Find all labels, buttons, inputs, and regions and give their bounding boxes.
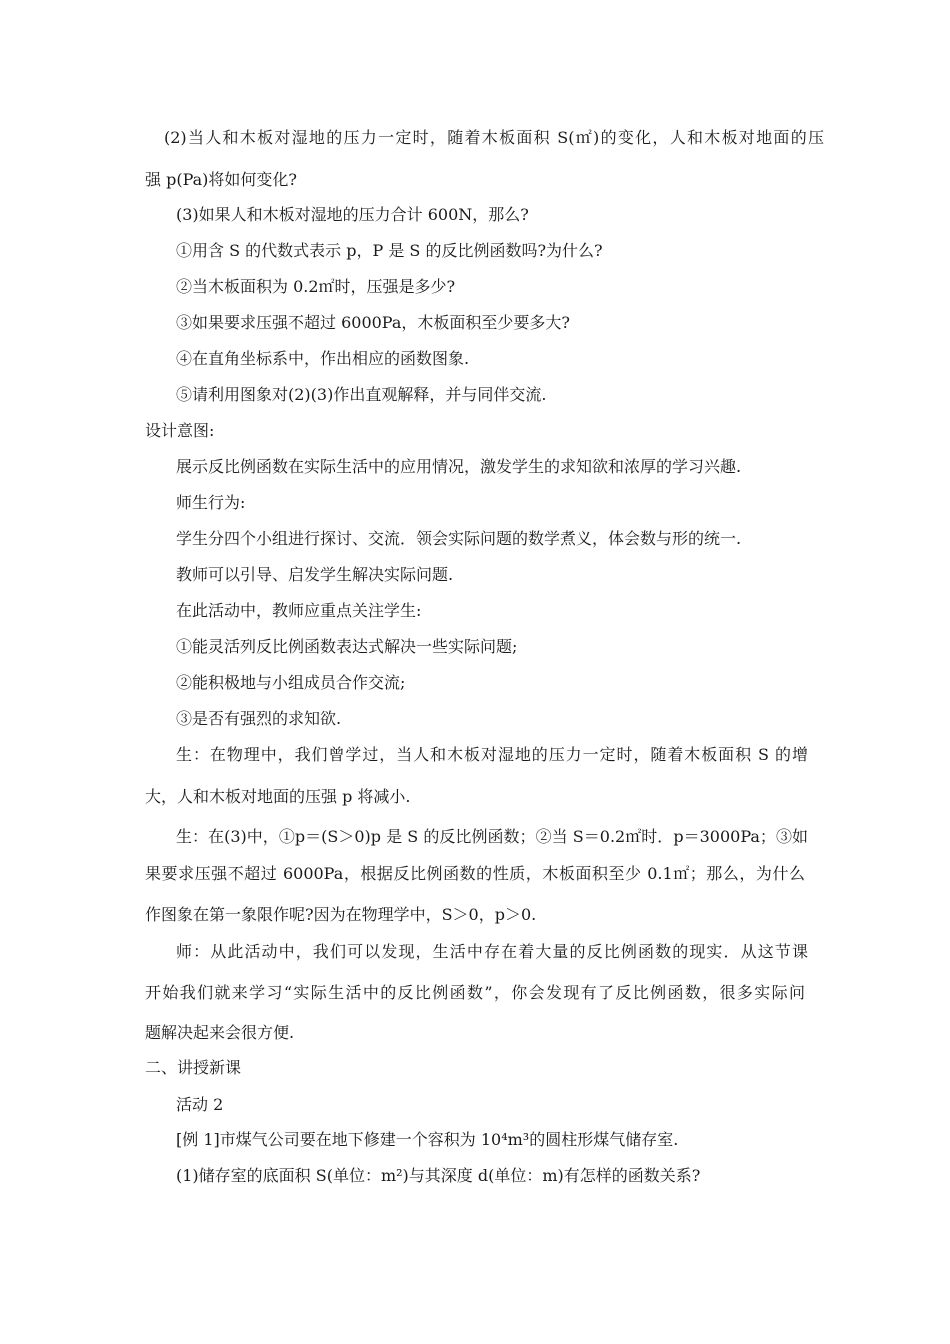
text-line: 在此活动中，教师应重点关注学生: (176, 601, 422, 620)
text-line: 题解决起来会很方便. (145, 1023, 295, 1042)
text-line: 学生分四个小组进行探讨、交流．领会实际问题的数学煮义，体会数与形的统一. (176, 529, 742, 548)
text-line: 展示反比例函数在实际生活中的应用情况，激发学生的求知欲和浓厚的学习兴趣. (176, 457, 742, 476)
text-line: ④在直角坐标系中，作出相应的函数图象. (176, 349, 470, 368)
text-line: ②当木板面积为 0.2㎡时，压强是多少? (176, 277, 456, 296)
text-line: 开始我们就来学习“实际生活中的反比例函数”，你会发现有了反比例函数，很多实际问 (145, 983, 805, 1002)
text-line: ③如果要求压强不超过 6000Pa，木板面积至少要多大? (176, 313, 570, 332)
text-line: 生：在物理中，我们曾学过，当人和木板对湿地的压力一定时，随着木板面积 S 的增 (176, 745, 808, 764)
section-label: 设计意图: (145, 421, 215, 440)
text-line: ①用含 S 的代数式表示 p，P 是 S 的反比例函数吗?为什么? (176, 241, 603, 260)
text-line: ②能积极地与小组成员合作交流; (176, 673, 406, 692)
text-line: (2)当人和木板对湿地的压力一定时，随着木板面积 S(㎡)的变化，人和木板对地面的压 (164, 128, 824, 147)
text-line: ①能灵活列反比例函数表达式解决一些实际问题; (176, 637, 518, 656)
text-line: 教师可以引导、启发学生解决实际问题. (176, 565, 454, 584)
example-line: [例 1]市煤气公司要在地下修建一个容积为 10⁴m³的圆柱形煤气储存室. (176, 1130, 679, 1149)
text-line: 作图象在第一象限作呢?因为在物理学中，S＞0，p＞0. (145, 905, 537, 924)
section-heading: 二、讲授新课 (145, 1058, 242, 1077)
activity-label: 活动 2 (176, 1095, 224, 1114)
text-line: (1)储存室的底面积 S(单位：m²)与其深度 d(单位：m)有怎样的函数关系? (176, 1166, 701, 1185)
text-line: (3)如果人和木板对湿地的压力合计 600N，那么? (176, 205, 529, 224)
text-line: ⑤请利用图象对(2)(3)作出直观解释，并与同伴交流. (176, 385, 547, 404)
text-line: 大，人和木板对地面的压强 p 将减小. (145, 787, 411, 806)
text-line: 强 p(Pa)将如何变化? (145, 170, 297, 189)
section-label: 师生行为: (176, 493, 246, 512)
text-line: 生：在(3)中，①p＝(S＞0)p 是 S 的反比例函数；②当 S＝0.2㎡时．p＝3000Pa；③如 (176, 827, 808, 846)
text-line: 师：从此活动中，我们可以发现，生活中存在着大量的反比例函数的现实．从这节课 (176, 942, 808, 961)
text-line: ③是否有强烈的求知欲. (176, 709, 342, 728)
text-line: 果要求压强不超过 6000Pa，根据反比例函数的性质，木板面积至少 0.1㎡；那么，为什么 (145, 864, 805, 883)
